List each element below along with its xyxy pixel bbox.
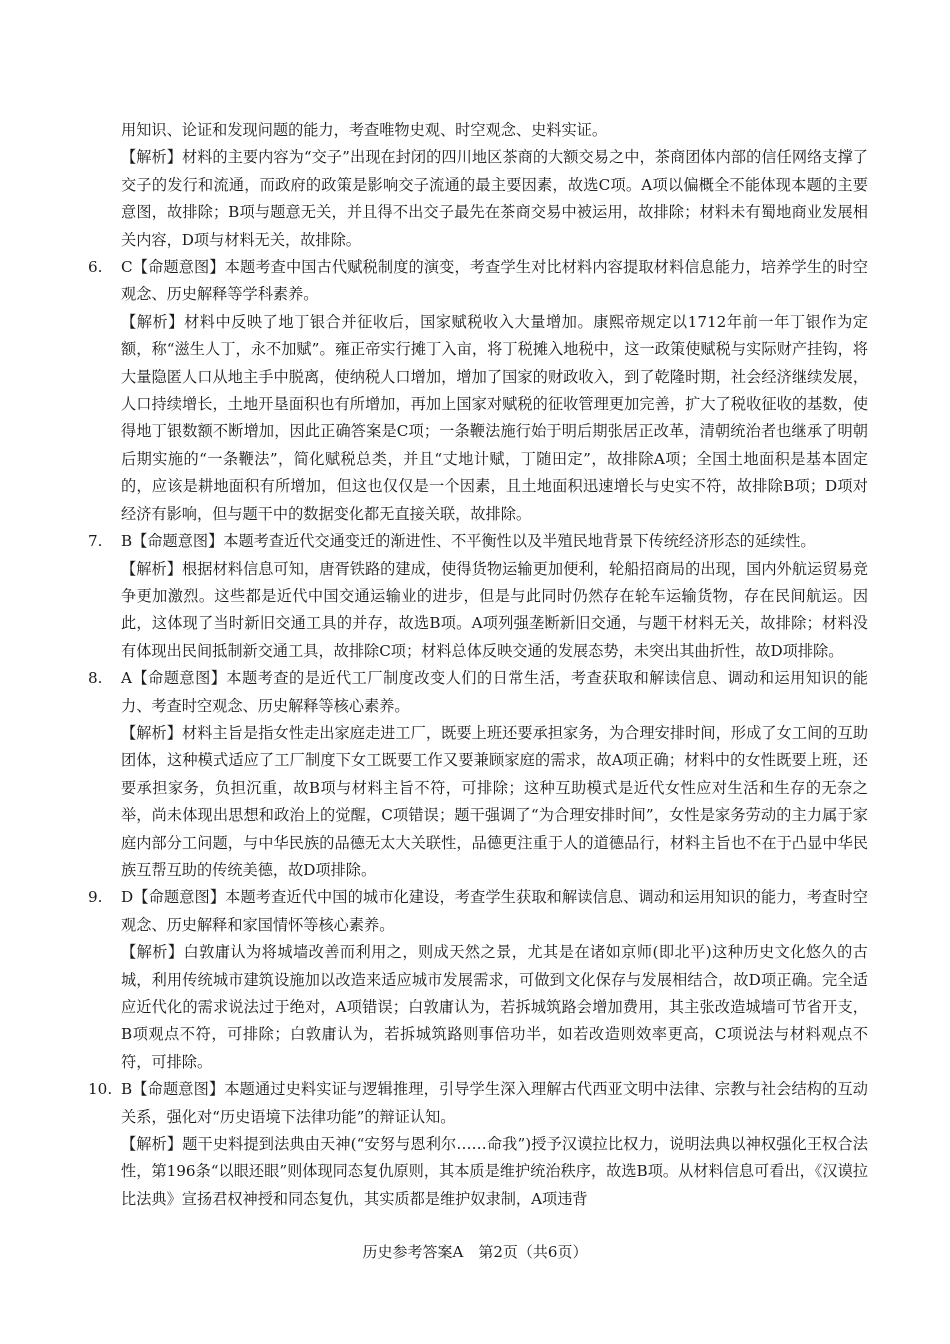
answer-item-6: [88, 254, 868, 528]
item-intent: D【命题意图】本题考查近代中国的城市化建设，考查学生获取和解读信息、调动和运用知识的能力，考查时空观念、历史解释和家国情怀等核心素养。: [121, 888, 868, 934]
item-intent: B【命题意图】本题通过史料实证与逻辑推理，引导学生深入理解古代西亚文明中法律、宗教与社会结构的互动关系，强化对“历史语境下法律功能”的辩证认知。: [121, 1080, 868, 1126]
item-intent: A【命题意图】本题考查的是近代工厂制度改变人们的日常生活，考查获取和解读信息、调动和运用知识的能力、考查时空观念、历史解释等核心素养。: [121, 669, 868, 715]
item-number: 7.: [88, 532, 103, 551]
item-number: 6.: [88, 258, 103, 277]
item-number: 10.: [88, 1080, 113, 1099]
item-number: 9.: [88, 888, 103, 907]
item-analysis: 【解析】根据材料信息可知，唐胥铁路的建成，使得货物运输更加便利，轮船招商局的出现，国内外航运贸易竞争更加激烈。这些都是近代中国交通运输业的进步，但是与此同时仍然存在轮车运输货物，存在民间航运。因此，这体现了当时新旧交通工具的并存，故选B项。A项列强垄断新旧交通，与题干材料无关，故排除；材料没有体现出民间抵制新交通工具，故排除C项；材料总体反映交通的发展态势，未突出其曲折性，故D项排除。: [121, 559, 868, 660]
answer-item-7: [88, 528, 868, 665]
item-number: 8.: [88, 669, 103, 688]
item-intent: C【命题意图】本题考查中国古代赋税制度的演变，考查学生对比材料内容提取材料信息能力，培养学生的时空观念、历史解释等学科素养。: [121, 258, 868, 304]
answer-content: [88, 117, 868, 1213]
intro-analysis: 【解析】材料的主要内容为“交子”出现在封闭的四川地区茶商的大额交易之中，茶商团体内部的信任网络支撑了交子的发行和流通，而政府的政策是影响交子流通的最主要因素，故选C项。A项以偏概全不能体现本题的主要意图，故排除；B项与题意无关，并且得不出交子最先在茶商交易中被运用，故排除；材料未有蜀地商业发展相关内容，D项与材料无关，故排除。: [121, 148, 868, 249]
answer-item-10: [88, 1076, 868, 1213]
intro-line: 用知识、论证和发现问题的能力，考查唯物史观、时空观念、史料实证。: [121, 121, 607, 139]
page-footer: 历史参考答案A 第2页（共6页）: [362, 1243, 588, 1261]
answer-item-8: [88, 665, 868, 884]
answer-item-9: [88, 884, 868, 1076]
item-analysis: 【解析】材料主旨是指女性走出家庭走进工厂，既要上班还要承担家务，为合理安排时间，形成了女工间的互助团体，这种模式适应了工厂制度下女工既要工作又要兼顾家庭的需求，故A项正确；材料中的女性既要上班，还要承担家务，负担沉重，故B项与材料主旨不符，可排除；这种互助模式是近代女性应对生活和生存的无奈之举，尚未体现出思想和政治上的觉醒，C项错误；题干强调了“为合理安排时间”，女性是家务劳动的主力属于家庭内部分工问题，与中华民族的品德无太大关联性，品德更注重于人的道德品行，材料主旨也不在于凸显中华民族互帮互助的传统美德，故D项排除。: [121, 723, 868, 879]
item-analysis: 【解析】白敦庸认为将城墙改善而利用之，则成天然之景，尤其是在诸如京师(即北平)这种历史文化悠久的古城，利用传统城市建筑设施加以改造来适应城市发展需求，可做到文化保存与发展相结合，故D项正确。完全适应近代化的需求说法过于绝对，A项错误；白敦庸认为，若拆城筑路会增加费用，其主张改造城墙可节省开支，B项观点不符，可排除；白敦庸认为，若拆城筑路则事倍功半，如若改造则效率更高，C项说法与材料观点不符，可排除。: [121, 943, 868, 1071]
item-intent: B【命题意图】本题考查近代交通变迁的渐进性、不平衡性以及半殖民地背景下传统经济形态的延续性。: [121, 532, 816, 551]
item-analysis: 【解析】题干史料提到法典由天神(“安努与恩利尔……命我”)授予汉谟拉比权力，说明法典以神权强化王权合法性，第196条“以眼还眼”则体现同态复仇原则，其本质是维护统治秩序，故选B项。从材料信息可看出，《汉谟拉比法典》宣扬君权神授和同态复仇，其实质都是维护奴隶制，A项违背: [121, 1135, 868, 1208]
item-analysis: 【解析】材料中反映了地丁银合并征收后，国家赋税收入大量增加。康熙帝规定以1712年前一年丁银作为定额，称“滋生人丁，永不加赋”。雍正帝实行摊丁入亩，将丁税摊入地税中，这一政策使赋税与实际财产挂钩，将大量隐匿人口从地主手中脱离，使纳税人口增加，增加了国家的财政收入，到了乾隆时期，社会经济继续发展，人口持续增长，土地开垦面积也有所增加，再加上国家对赋税的征收管理更加完善，扩大了税收征收的基数，使得地丁银数额不断增加，因此正确答案是C项；一条鞭法施行始于明后期张居正改革，清朝统治者也继承了明朝后期实施的“一条鞭法”，简化赋税总类，并且“丈地计赋，丁随田定”，故排除A项；全国土地面积是基本固定的，应该是耕地面积有所增加，但这也仅仅是一个因素，且土地面积迅速增长与史实不符，故排除B项；D项对经济有影响，但与题干中的数据变化都无直接关联，故排除。: [121, 312, 868, 523]
